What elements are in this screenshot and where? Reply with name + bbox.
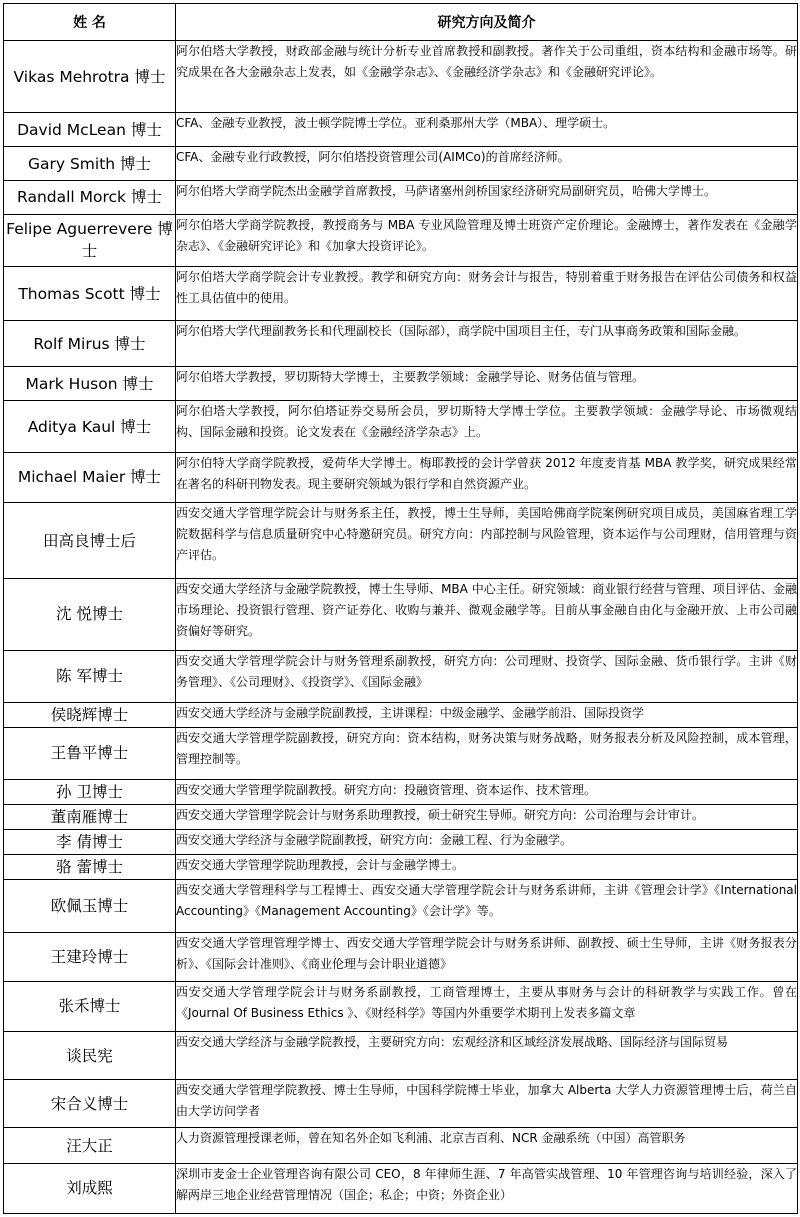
table-row xyxy=(4,321,798,367)
table-row xyxy=(4,855,798,880)
table-row xyxy=(4,1128,798,1163)
faculty-name: 王鲁平博士 xyxy=(4,727,176,779)
table-row xyxy=(4,650,798,702)
table-row xyxy=(4,180,798,214)
faculty-description: 西安交通大学管理科学与工程博士、西安交通大学管理学院会计与财务系讲师，主讲《管理会计学》《International Accounting》《Management Accounting》《会计学》等。 xyxy=(176,880,798,932)
faculty-description: 西安交通大学经济与金融学院副教授，研究方向：金融工程、行为金融学。 xyxy=(176,830,798,855)
faculty-name: 李 倩博士 xyxy=(4,830,176,855)
faculty-description: 西安交通大学管理学院会计与财务管理系副教授，研究方向：公司理财、投资学、国际金融、货币银行学。主讲《财务管理》、《公司理财》、《投资学》、《国际金融》 xyxy=(176,650,798,702)
faculty-table-body xyxy=(4,41,798,1214)
faculty-name: 张禾博士 xyxy=(4,981,176,1031)
table-header-row xyxy=(4,4,798,41)
table-row xyxy=(4,401,798,452)
faculty-description: 西安交通大学经济与金融学院教授，主要研究方向：宏观经济和区域经济发展战略、国际经济与国际贸易 xyxy=(176,1032,798,1080)
faculty-description: 西安交通大学管理学院会计与财务系主任，教授，博士生导师，美国哈佛商学院案例研究项目成员，美国麻省理工学院数据科学与信息质量研究中心特邀研究员。研究方向：内部控制与风险管理，资本运作与公司理财，信用管理与资产评估。 xyxy=(176,502,798,578)
table-row xyxy=(4,1032,798,1080)
description-column-header: 研究方向及简介 xyxy=(176,4,798,41)
faculty-name: Vikas Mehrotra 博士 xyxy=(4,41,176,113)
faculty-name: Gary Smith 博士 xyxy=(4,147,176,180)
faculty-name: Mark Huson 博士 xyxy=(4,367,176,401)
faculty-description: 阿尔伯特大学商学院教授，爱荷华大学博士。梅耶教授的会计学曾获 2012 年度麦肯基 MBA 教学奖，研究成果经常在著名的科研刊物发表。现主要研究领域为银行学和自然资源产业。 xyxy=(176,452,798,502)
table-row xyxy=(4,830,798,855)
faculty-description: 阿尔伯塔大学商学院会计专业教授。教学和研究方向：财务会计与报告，特别着重于财务报告在评估公司债务和权益性工具估值中的使用。 xyxy=(176,266,798,320)
table-row xyxy=(4,502,798,578)
faculty-table xyxy=(3,3,798,1214)
faculty-description: 西安交通大学管理学院副教授，研究方向：资本结构，财务决策与财务战略，财务报表分析及风险控制，成本管理，管理控制等。 xyxy=(176,727,798,779)
table-row xyxy=(4,702,798,727)
faculty-name: Michael Maier 博士 xyxy=(4,452,176,502)
faculty-description: 阿尔伯塔大学商学院杰出金融学首席教授，马萨诸塞州剑桥国家经济研究局副研究员，哈佛大学博士。 xyxy=(176,180,798,214)
faculty-name: 谈民宪 xyxy=(4,1032,176,1080)
faculty-description: 西安交通大学管理学院助理教授，会计与金融学博士。 xyxy=(176,855,798,880)
faculty-description: 深圳市麦金士企业管理咨询有限公司 CEO，8 年律师生涯、7 年高管实战管理、10 年管理咨询与培训经验，深入了解两岸三地企业经营管理情况（国企；私企；中资；外资企业） xyxy=(176,1163,798,1213)
table-row xyxy=(4,147,798,180)
faculty-description: 阿尔伯塔大学教授，财政部金融与统计分析专业首席教授和副教授。著作关于公司重组，资本结构和金融市场等。研究成果在各大金融杂志上发表，如《金融学杂志》、《金融经济学杂志》和《金融研究评论》。 xyxy=(176,41,798,113)
faculty-name: 王建玲博士 xyxy=(4,932,176,981)
table-row xyxy=(4,113,798,147)
faculty-description: 西安交通大学管理学院教授、博士生导师，中国科学院博士毕业，加拿大 Alberta 大学人力资源管理博士后，荷兰自由大学访问学者 xyxy=(176,1080,798,1128)
faculty-description: 阿尔伯塔大学教授，罗切斯特大学博士，主要教学领域：金融学导论、财务估值与管理。 xyxy=(176,367,798,401)
faculty-name: Aditya Kaul 博士 xyxy=(4,401,176,452)
table-row xyxy=(4,579,798,650)
faculty-description: 西安交通大学管理学院会计与财务系副教授，工商管理博士，主要从事财务与会计的科研教学与实践工作。曾在《Journal Of Business Ethics 》、《财经科学》等国内外重要学术期刊上发表多篇文章 xyxy=(176,981,798,1031)
faculty-name: David McLean 博士 xyxy=(4,113,176,147)
faculty-description: 阿尔伯塔大学商学院教授，教授商务与 MBA 专业风险管理及博士班资产定价理论。金融博士，著作发表在《金融学杂志》、《金融研究评论》和《加拿大投资评论》。 xyxy=(176,214,798,266)
table-row xyxy=(4,1080,798,1128)
faculty-name: 骆 蕾博士 xyxy=(4,855,176,880)
table-row xyxy=(4,932,798,981)
faculty-description: 人力资源管理授课老师，曾在知名外企如飞利浦、北京吉百利、NCR 金融系统（中国）高管职务 xyxy=(176,1128,798,1163)
faculty-name: 侯晓辉博士 xyxy=(4,702,176,727)
faculty-name: 欧佩玉博士 xyxy=(4,880,176,932)
faculty-description: 西安交通大学管理管理学博士、西安交通大学管理学院会计与财务系讲师、副教授、硕士生导师，主讲《财务报表分析》、《国际会计准则》、《商业伦理与会计职业道德》 xyxy=(176,932,798,981)
faculty-description: 阿尔伯塔大学代理副教务长和代理副校长（国际部），商学院中国项目主任，专门从事商务政策和国际金融。 xyxy=(176,321,798,367)
table-row xyxy=(4,780,798,805)
table-row xyxy=(4,214,798,266)
faculty-name: 刘成熙 xyxy=(4,1163,176,1213)
faculty-name: 田高良博士后 xyxy=(4,502,176,578)
faculty-description: 西安交通大学经济与金融学院教授，博士生导师、MBA 中心主任。研究领域：商业银行经营与管理、项目评估、金融市场理论、投资银行管理、资产证券化、收购与兼并、微观金融学等。目前从事金融自由化与金融开放、上市公司融资偏好等研究。 xyxy=(176,579,798,650)
faculty-description: 西安交通大学管理学院会计与财务系助理教授，硕士研究生导师。研究方向：公司治理与会计审计。 xyxy=(176,805,798,830)
table-row xyxy=(4,41,798,113)
faculty-description: CFA、金融专业行政教授，阿尔伯塔投资管理公司(AIMCo)的首席经济师。 xyxy=(176,147,798,180)
faculty-description: CFA、金融专业教授，波士顿学院博士学位。亚利桑那州大学（MBA）、理学硕士。 xyxy=(176,113,798,147)
faculty-name: Felipe Aguerrevere 博士 xyxy=(4,214,176,266)
table-row xyxy=(4,880,798,932)
name-column-header: 姓 名 xyxy=(4,4,176,41)
faculty-name: 沈 悦博士 xyxy=(4,579,176,650)
faculty-name: 宋合义博士 xyxy=(4,1080,176,1128)
faculty-name: Rolf Mirus 博士 xyxy=(4,321,176,367)
faculty-description: 西安交通大学管理学院副教授。研究方向：投融资管理、资本运作、技术管理。 xyxy=(176,780,798,805)
table-row xyxy=(4,367,798,401)
table-row xyxy=(4,452,798,502)
faculty-name: Thomas Scott 博士 xyxy=(4,266,176,320)
faculty-name: 陈 军博士 xyxy=(4,650,176,702)
table-row xyxy=(4,805,798,830)
faculty-description: 西安交通大学经济与金融学院副教授，主讲课程：中级金融学、金融学前沿、国际投资学 xyxy=(176,702,798,727)
faculty-name: 汪大正 xyxy=(4,1128,176,1163)
table-row xyxy=(4,1163,798,1213)
table-row xyxy=(4,981,798,1031)
faculty-description: 阿尔伯塔大学教授，阿尔伯塔证券交易所会员，罗切斯特大学博士学位。主要教学领域：金融学导论、市场微观结构、国际金融和投资。论文发表在《金融经济学杂志》上。 xyxy=(176,401,798,452)
table-row xyxy=(4,727,798,779)
table-row xyxy=(4,266,798,320)
faculty-name: Randall Morck 博士 xyxy=(4,180,176,214)
faculty-name: 孙 卫博士 xyxy=(4,780,176,805)
faculty-name: 董南雁博士 xyxy=(4,805,176,830)
